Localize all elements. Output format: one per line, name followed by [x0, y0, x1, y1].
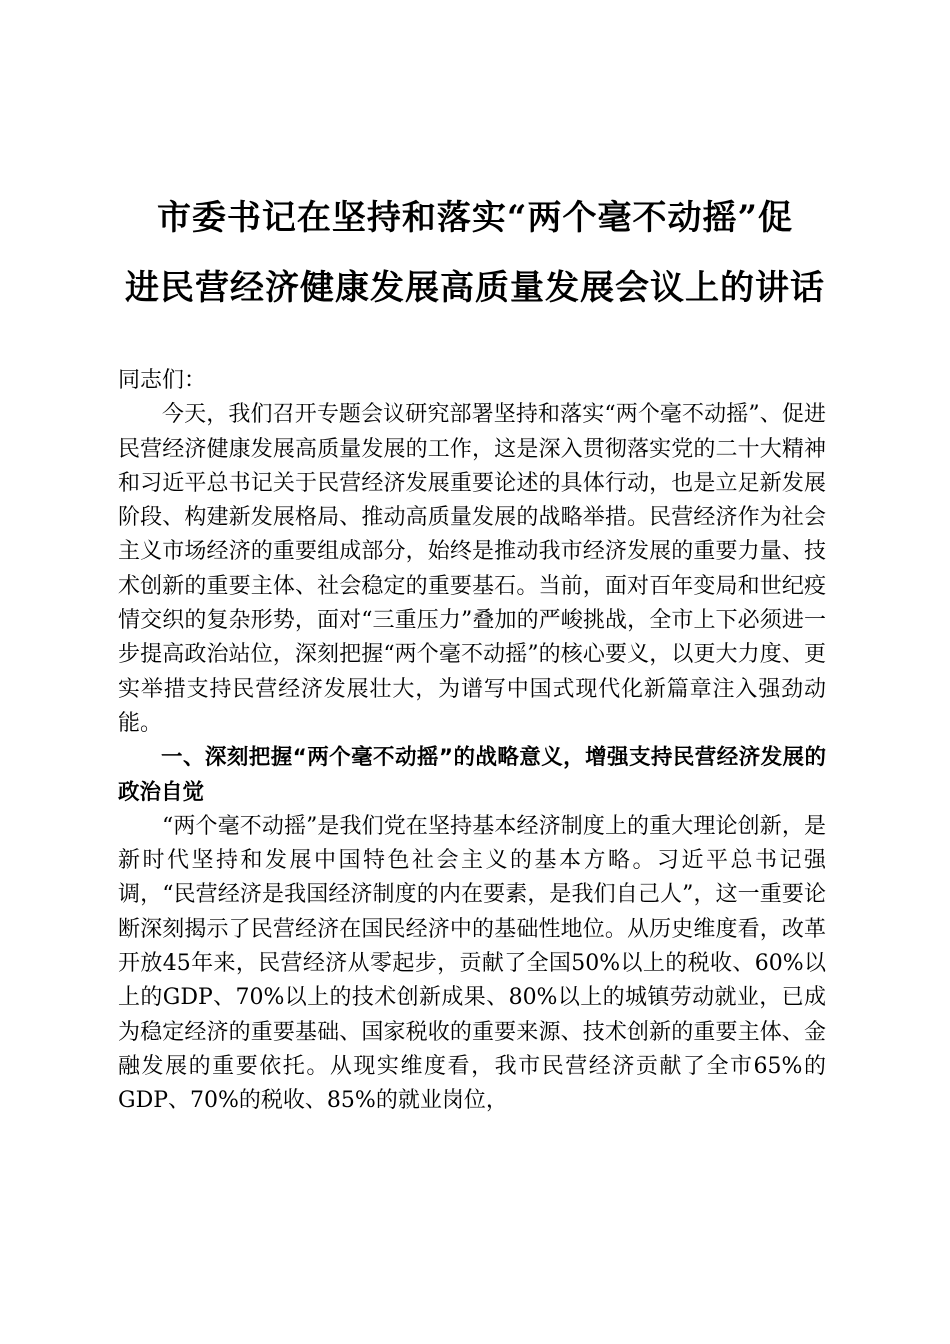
document-title-line-1: 市委书记在坚持和落实“两个毫不动摇”促	[156, 198, 794, 238]
salutation: 同志们：	[118, 368, 207, 393]
section-heading-1: 一、深刻把握“两个毫不动摇”的战略意义，增强支持民营经济发展的政治自觉	[118, 745, 826, 805]
document-body	[118, 364, 826, 1119]
document-title-line-2: 进民营经济健康发展高质量发展会议上的讲话	[125, 268, 825, 308]
paragraph-section-1: “两个毫不动摇”是我们党在坚持基本经济制度上的重大理论创新，是新时代坚持和发展中国特色社会主义的基本方略。习近平总书记强调，“民营经济是我国经济制度的内在要素，是我们自己人”，这一重要论断深刻揭示了民营经济在国民经济中的基础性地位。从历史维度看，改革开放45年来，民营经济从零起步，贡献了全国50%以上的税收、60%以上的GDP、70%以上的技术创新成果、80%以上的城镇劳动就业，已成为稳定经济的重要基础、国家税收的重要来源、技术创新的重要主体、金融发展的重要依托。从现实维度看，我市民营经济贡献了全市65%的GDP、70%的税收、85%的就业岗位，	[118, 813, 826, 1114]
paragraph-intro: 今天，我们召开专题会议研究部署坚持和落实“两个毫不动摇”、促进民营经济健康发展高质量发展的工作，这是深入贯彻落实党的二十大精神和习近平总书记关于民营经济发展重要论述的具体行动，也是立足新发展阶段、构建新发展格局、推动高质量发展的战略举措。民营经济作为社会主义市场经济的重要组成部分，始终是推动我市经济发展的重要力量、技术创新的重要主体、社会稳定的重要基石。当前，面对百年变局和世纪疫情交织的复杂形势，面对“三重压力”叠加的严峻挑战，全市上下必须进一步提高政治站位，深刻把握“两个毫不动摇”的核心要义，以更大力度、更实举措支持民营经济发展壮大，为谱写中国式现代化新篇章注入强劲动能。	[118, 402, 826, 736]
